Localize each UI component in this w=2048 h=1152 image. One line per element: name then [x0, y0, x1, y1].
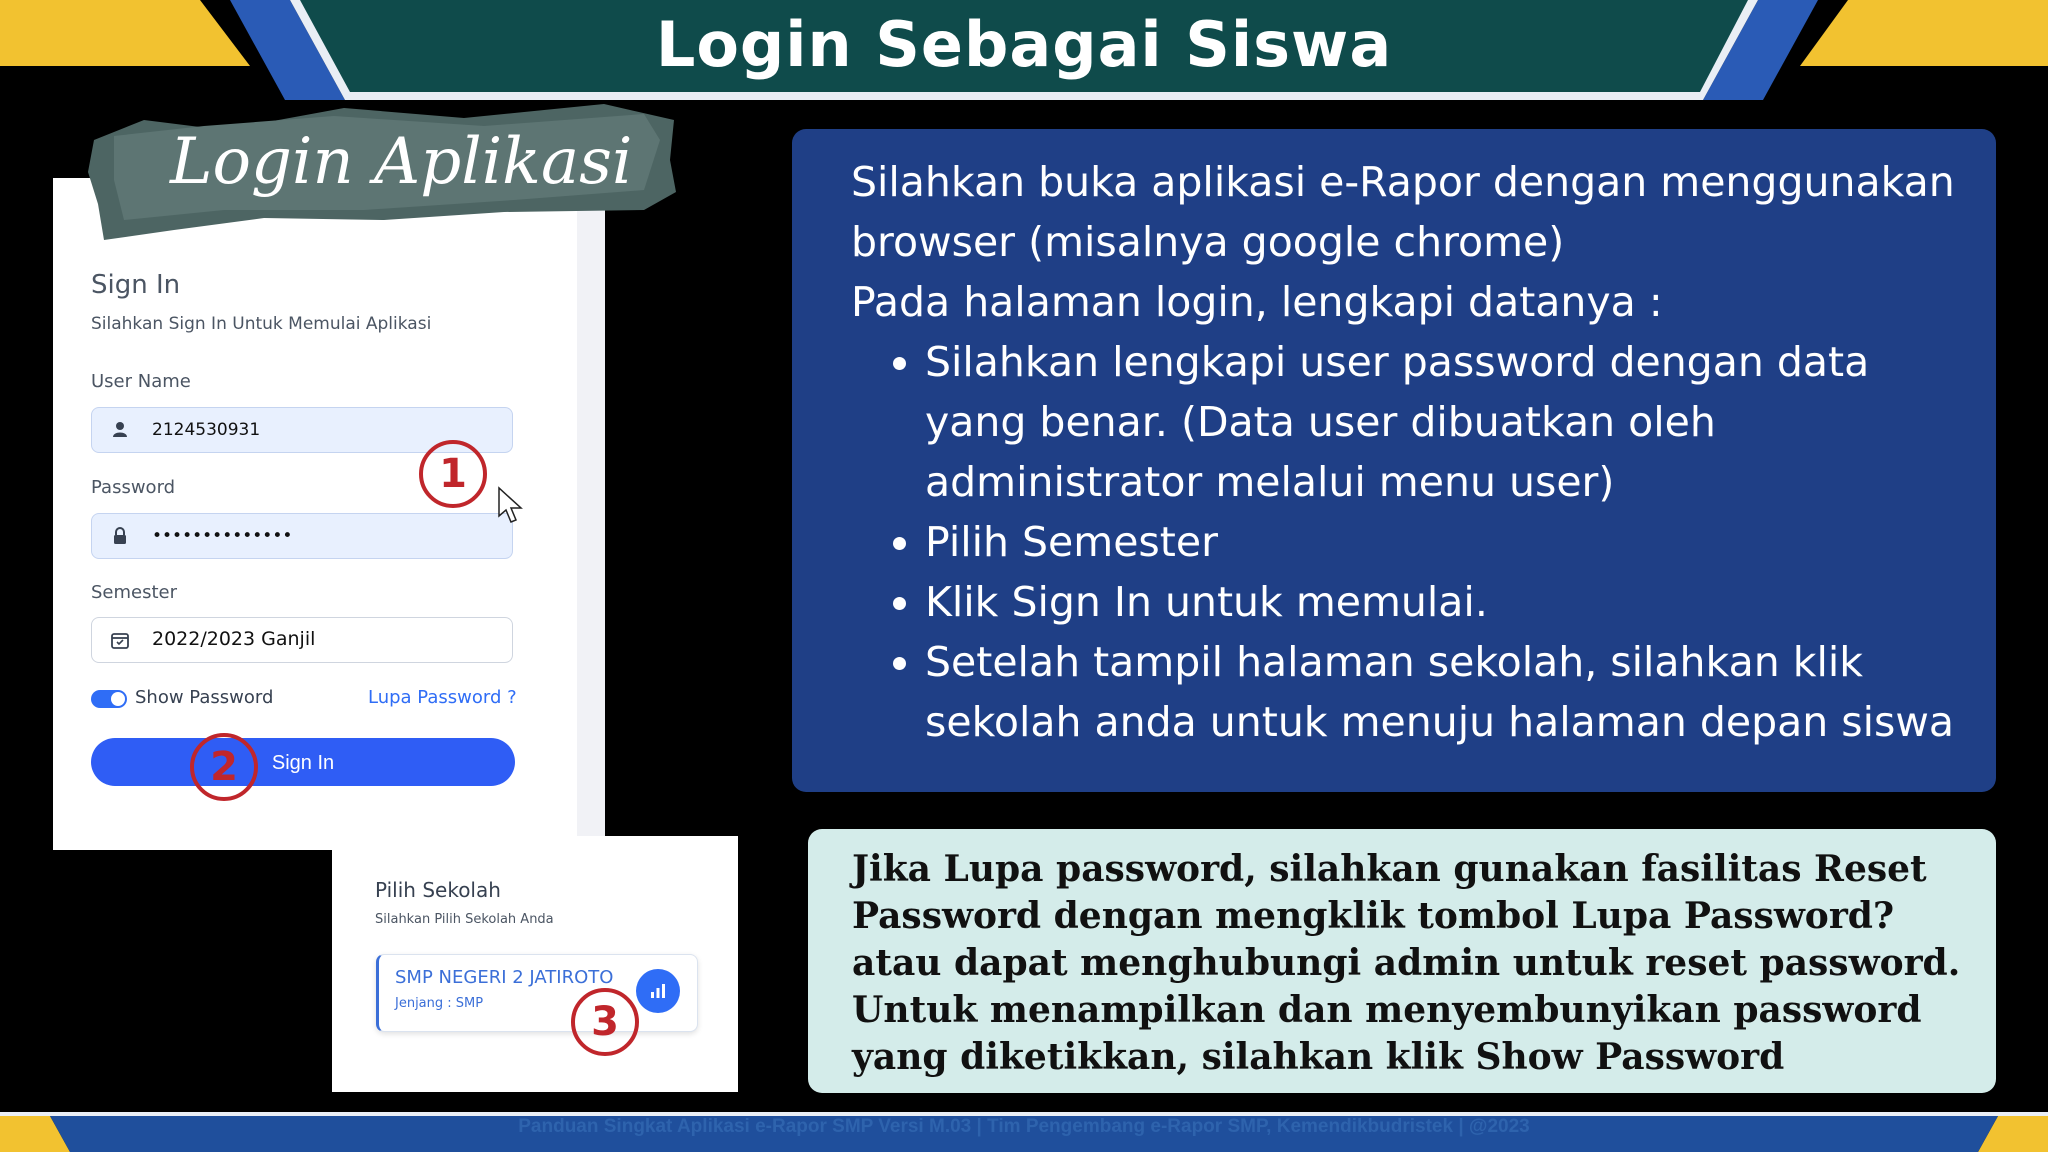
semester-select[interactable] — [91, 617, 513, 663]
username-label: User Name — [91, 371, 191, 392]
show-password-label: Show Password — [135, 687, 274, 708]
school-select-heading: Pilih Sekolah — [375, 878, 501, 902]
instructions-intro-2: Pada halaman login, lengkapi datanya : — [851, 278, 1663, 326]
show-password-toggle[interactable] — [91, 690, 127, 708]
username-value: 2124530931 — [152, 420, 261, 440]
step-2-marker: 2 — [190, 733, 258, 801]
step-3-marker: 3 — [571, 988, 639, 1056]
instruction-item: • Klik Sign In untuk memulai. — [925, 572, 1971, 632]
school-select-subtitle: Silahkan Pilih Sekolah Anda — [375, 912, 554, 927]
step-1-marker: 1 — [419, 440, 487, 508]
school-name: SMP NEGERI 2 JATIROTO — [395, 967, 614, 988]
mouse-cursor-icon — [497, 486, 527, 526]
instructions-intro-1: Silahkan buka aplikasi e-Rapor dengan menggunakan browser (misalnya google chrome) — [851, 158, 1955, 266]
password-value: •••••••••••••• — [152, 526, 293, 546]
instructions-list — [851, 332, 1971, 752]
semester-value: 2022/2023 Ganjil — [152, 628, 316, 650]
lock-icon — [110, 526, 130, 546]
chart-icon — [648, 981, 668, 1001]
signin-subtitle: Silahkan Sign In Untuk Memulai Aplikasi — [91, 314, 432, 334]
school-level: Jenjang : SMP — [395, 996, 484, 1011]
school-badge[interactable] — [636, 969, 680, 1013]
calendar-icon — [110, 630, 130, 650]
footer-text: Panduan Singkat Aplikasi e-Rapor SMP Versi M.03 | Tim Pengembang e-Rapor SMP, Kemendikbudristek | @2023 — [518, 1116, 1530, 1137]
panel-side-strip — [577, 178, 605, 850]
signin-heading: Sign In — [91, 270, 181, 300]
banner-title: Login Aplikasi — [170, 125, 633, 199]
instruction-item: • Pilih Semester — [925, 512, 1971, 572]
forgot-password-link[interactable]: Lupa Password ? — [368, 687, 517, 708]
note-text — [852, 846, 1982, 1081]
password-field[interactable] — [91, 513, 513, 559]
instruction-item: • Setelah tampil halaman sekolah, silahkan klik sekolah anda untuk menuju halaman depan siswa — [925, 632, 1971, 752]
user-icon — [110, 420, 130, 440]
semester-label: Semester — [91, 582, 178, 603]
password-label: Password — [91, 477, 176, 498]
instruction-item: • Silahkan lengkapi user password dengan data yang benar. (Data user dibuatkan oleh administrator melalui menu user) — [925, 332, 1971, 512]
slide-title: Login Sebagai Siswa — [655, 8, 1393, 81]
signin-button[interactable]: Sign In — [91, 738, 515, 786]
note-line-2: Untuk menampilkan dan menyembunyikan password yang diketikkan, silahkan klik Show Password — [852, 989, 1922, 1078]
instructions-text — [851, 152, 1971, 752]
note-line-1: Jika Lupa password, silahkan gunakan fasilitas Reset Password dengan mengklik tombol Lupa Password? atau dapat menghubungi admin untuk reset password. — [852, 848, 1961, 984]
